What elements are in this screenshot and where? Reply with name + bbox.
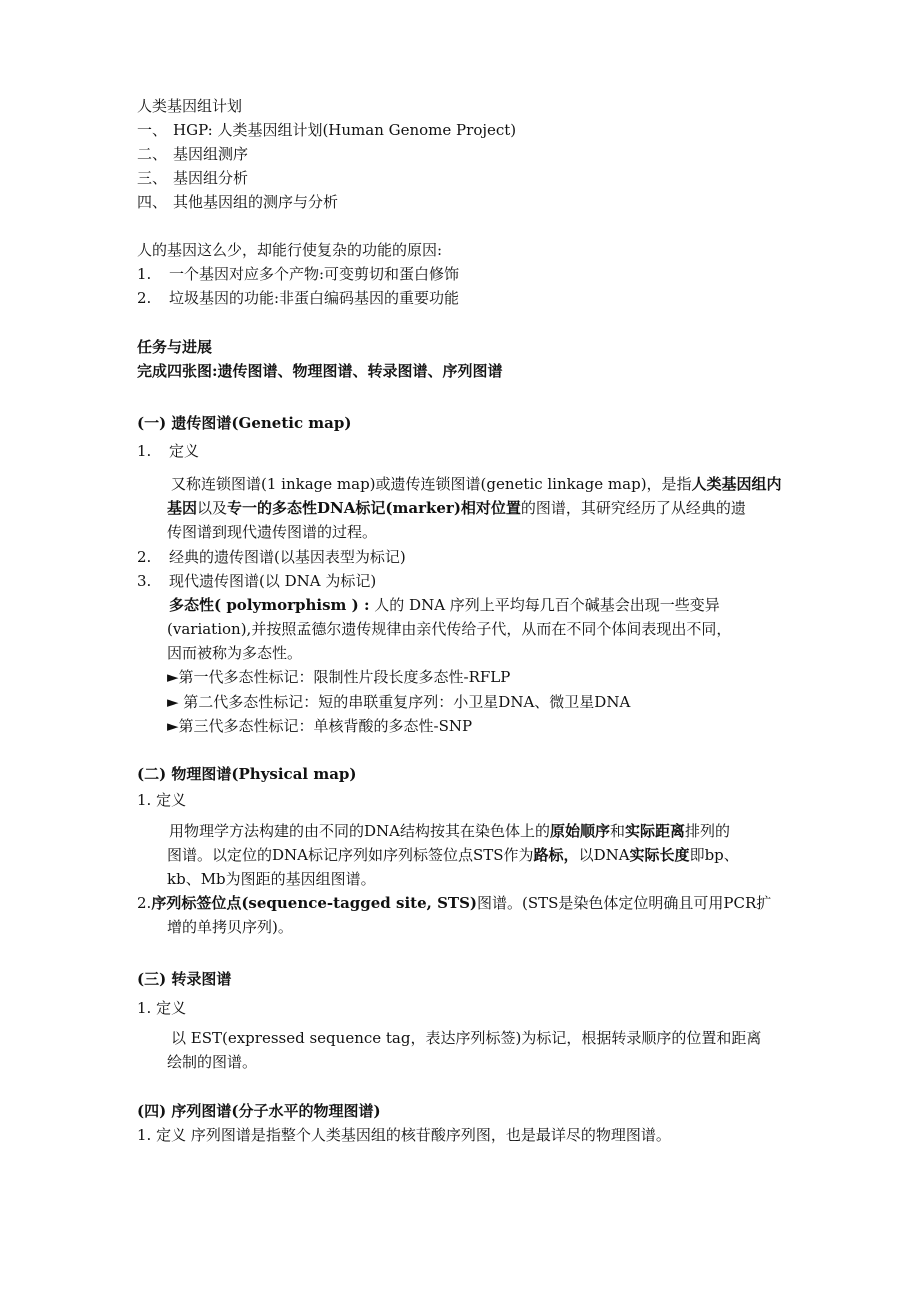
tasks-heading: 任务与进展 bbox=[137, 338, 213, 356]
transcript-def-line: 绘制的图谱。 bbox=[167, 1053, 258, 1071]
transcript-map-heading: (三) 转录图谱 bbox=[137, 970, 232, 988]
genetic-item: 3. 现代遗传图谱(以 DNA 为标记) bbox=[137, 572, 377, 590]
marker-item: ►第三代多态性标记：单核背酸的多态性-SNP bbox=[167, 717, 473, 735]
genetic-def-line: 基因以及专一的多态性DNA标记(marker)相对位置的图谱，其研究经历了从经典的遗 bbox=[167, 499, 746, 517]
genetic-def-line: 传图谱到现代遗传图谱的过程。 bbox=[167, 523, 378, 541]
physical-def-label: 1. 定义 bbox=[137, 791, 187, 809]
outline-item: 四、 其他基因组的测序与分析 bbox=[137, 193, 339, 211]
genetic-def-label: 1. 定义 bbox=[137, 442, 200, 460]
tasks-subheading: 完成四张图:遗传图谱、物理图谱、转录图谱、序列图谱 bbox=[137, 362, 503, 380]
outline-item: 二、 基因组测序 bbox=[137, 145, 249, 163]
polymorphism-line: 因而被称为多态性。 bbox=[167, 644, 303, 662]
outline-item: 一、 HGP: 人类基因组计划(Human Genome Project) bbox=[137, 121, 517, 139]
transcript-def-line: 以 EST(expressed sequence tag，表达序列标签)为标记，根据转录顺序的位置和距离 bbox=[171, 1029, 762, 1047]
marker-item: ►第一代多态性标记：限制性片段长度多态性-RFLP bbox=[167, 668, 511, 686]
marker-item: ► 第二代多态性标记：短的串联重复序列：小卫星DNA、微卫星DNA bbox=[167, 693, 631, 711]
reasons-question: 人的基因这么少，却能行使复杂的功能的原因: bbox=[137, 241, 443, 259]
physical-def-line: kb、Mb为图距的基因组图谱。 bbox=[167, 870, 376, 888]
document-title: 人类基因组计划 bbox=[137, 97, 243, 115]
sts-item: 2.序列标签位点(sequence-tagged site, STS)图谱。(STS是染色体定位明确且可用PCR扩 bbox=[137, 894, 772, 912]
reason-item: 2. 垃圾基因的功能:非蛋白编码基因的重要功能 bbox=[137, 289, 460, 307]
polymorphism-definition: 多态性( polymorphism ) : 人的 DNA 序列上平均每几百个碱基会出现一些变异 bbox=[169, 596, 720, 614]
sequence-map-heading: (四) 序列图谱(分子水平的物理图谱) bbox=[137, 1102, 381, 1120]
physical-map-heading: (二) 物理图谱(Physical map) bbox=[137, 765, 357, 783]
physical-def-line: 用物理学方法构建的由不同的DNA结构按其在染色体上的原始顺序和实际距离排列的 bbox=[169, 822, 731, 840]
transcript-def-label: 1. 定义 bbox=[137, 999, 187, 1017]
genetic-def-line: 又称连锁图谱(1 inkage map)或遗传连锁图谱(genetic linkage map)，是指人类基因组内 bbox=[171, 475, 782, 493]
genetic-item: 2. 经典的遗传图谱(以基因表型为标记) bbox=[137, 548, 406, 566]
reason-item: 1. 一个基因对应多个产物:可变剪切和蛋白修饰 bbox=[137, 265, 460, 283]
polymorphism-line: (variation),并按照孟德尔遗传规律由亲代传给子代，从而在不同个体间表现出不同， bbox=[167, 620, 732, 638]
sts-item-line: 增的单拷贝序列)。 bbox=[167, 918, 293, 936]
physical-def-line: 图谱。以定位的DNA标记序列如序列标签位点STS作为路标，以DNA实际长度即bp、 bbox=[167, 846, 739, 864]
genetic-map-heading: (一) 遗传图谱(Genetic map) bbox=[137, 414, 352, 432]
outline-item: 三、 基因组分析 bbox=[137, 169, 249, 187]
sequence-def-line: 1. 定义 序列图谱是指整个人类基因组的核苷酸序列图，也是最详尽的物理图谱。 bbox=[137, 1126, 671, 1144]
